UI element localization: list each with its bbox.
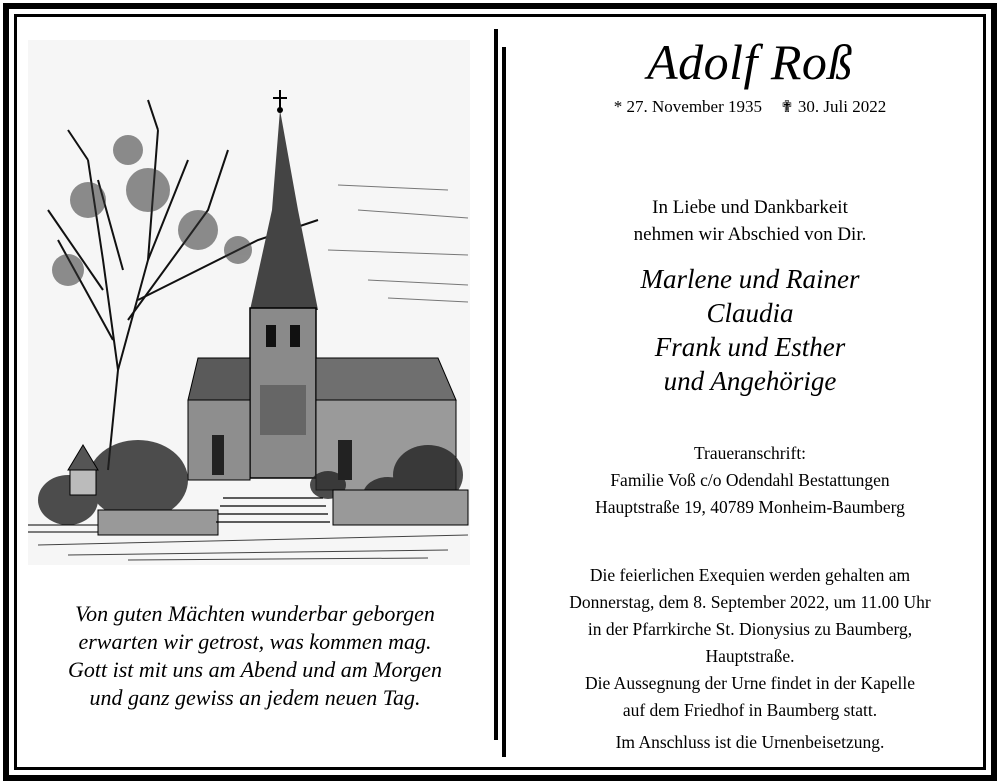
address-line: Familie Voß c/o Odendahl Bestattungen xyxy=(610,470,890,490)
mourner: Marlene und Rainer xyxy=(640,264,860,294)
deceased-name: Adolf Roß xyxy=(647,34,853,90)
divider-line-right xyxy=(502,47,506,757)
service-line: Die feierlichen Exequien werden gehalten am xyxy=(589,565,911,585)
urn-blessing-line: auf dem Friedhof in Baumberg statt. xyxy=(622,700,878,720)
service-details xyxy=(510,562,990,670)
cross-icon: ✟ xyxy=(780,99,794,116)
condolence-address xyxy=(510,440,990,521)
church-drawing-icon xyxy=(28,40,470,565)
service-line: Hauptstraße. xyxy=(705,646,795,666)
life-dates xyxy=(510,96,990,119)
urn-blessing xyxy=(510,670,990,724)
mourner: Frank und Esther xyxy=(654,332,846,362)
poem-line: erwarten wir getrost, was kommen mag. xyxy=(78,629,432,654)
mourner: und Angehörige xyxy=(663,366,837,396)
address-line: Hauptstraße 19, 40789 Monheim-Baumberg xyxy=(595,497,905,517)
farewell-line: In Liebe und Dankbarkeit xyxy=(652,197,848,218)
death-date: 30. Juli 2022 xyxy=(797,97,887,116)
mourner: Claudia xyxy=(706,298,794,328)
church-illustration xyxy=(28,40,470,565)
service-line: Donnerstag, dem 8. September 2022, um 11.00 Uhr xyxy=(569,592,931,612)
farewell-text xyxy=(510,194,990,248)
address-label: Traueranschrift: xyxy=(693,443,807,463)
burial-note xyxy=(510,729,990,756)
service-line: in der Pfarrkirche St. Dionysius zu Baumberg, xyxy=(587,619,913,639)
poem-line: Gott ist mit uns am Abend und am Morgen xyxy=(68,657,442,682)
burial-line: Im Anschluss ist die Urnenbeisetzung. xyxy=(615,732,885,752)
poem-line: und ganz gewiss an jedem neuen Tag. xyxy=(89,685,421,710)
poem xyxy=(30,600,480,712)
poem-line: Von guten Mächten wunderbar geborgen xyxy=(75,601,435,626)
birth-date: * 27. November 1935 xyxy=(613,97,763,116)
urn-blessing-line: Die Aussegnung der Urne findet in der Kapelle xyxy=(585,673,915,693)
farewell-line: nehmen wir Abschied von Dir. xyxy=(633,224,867,245)
mourners-list xyxy=(510,262,990,398)
divider-line-left xyxy=(494,29,498,740)
